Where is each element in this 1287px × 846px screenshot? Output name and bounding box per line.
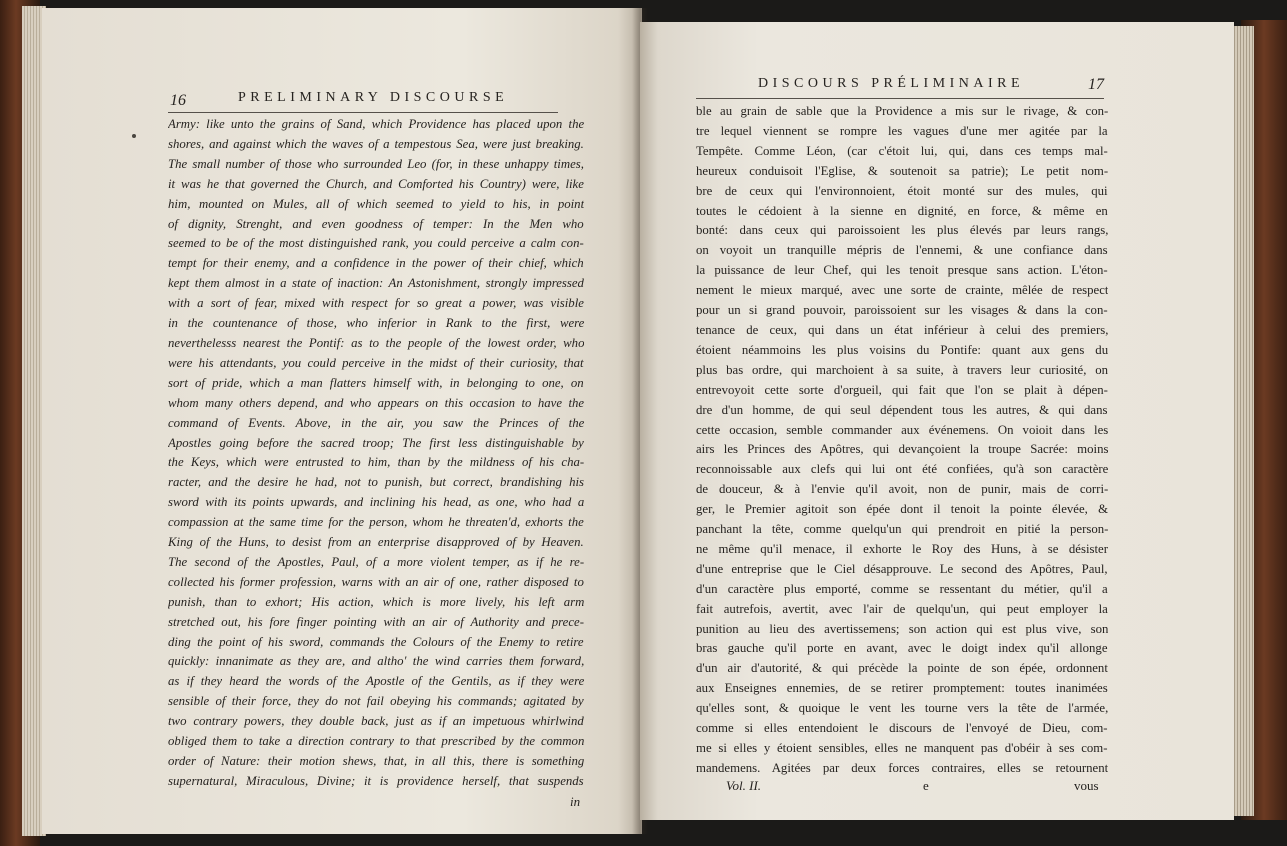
text-line: The small number of those who surrounded Leo (for, in these unhappy times, xyxy=(168,156,584,171)
text-line: de douceur, & à l'envie qu'il avoit, non de punir, mais de corri- xyxy=(696,482,1108,497)
text-line: stretched out, his fore finger pointing with an air of Authority and prece- xyxy=(168,614,584,629)
text-line: qu'elles sont, & quoique le vent les tourne vers la tête de l'armée, xyxy=(696,701,1108,716)
text-line: quickly: innanimate as they are, and altho' the wind carries them forward, xyxy=(168,654,584,669)
text-line: ding the point of his sword, commands the Colours of the Enemy to retire xyxy=(168,634,584,649)
text-line: ble au grain de sable que la Providence a mis sur le rivage, & con- xyxy=(696,104,1108,118)
text-line: étoient néammoins les plus voisins du Pontife: quant aux gens du xyxy=(696,342,1108,357)
right-catchword: vous xyxy=(1074,778,1099,793)
left-page xyxy=(42,8,642,834)
text-line: it was he that governed the Church, and Comforted his Country) were, like xyxy=(168,176,584,191)
signature-mark: e xyxy=(923,778,929,793)
text-line: d'un caractère plus emporté, comme se ressentant du métier, qu'il a xyxy=(696,581,1108,596)
text-line: punition au lieu des avertissemens; son action qui est plus vive, son xyxy=(696,621,1108,636)
text-line: kept them almost in a state of inaction: An Astonishment, strongly impressed xyxy=(168,276,584,291)
text-line: d'une entreprise que le Ciel désapprouve. Le second des Apôtres, Paul, xyxy=(696,561,1108,576)
text-line: in the countenance of those, who inferior in Rank to the first, were xyxy=(168,316,584,331)
text-line: bras gauche qu'il porte en avant, avec le doigt index qu'il allonge xyxy=(696,641,1108,656)
text-line: obliged them to take a direction contrary to that prescribed by the common xyxy=(168,734,584,749)
left-page-number: 16 xyxy=(170,92,186,109)
text-line: tenance de ceux, qui dans un état inférieur à celui des premiers, xyxy=(696,322,1108,337)
text-line: order of Nature: their motion shews, that, in all this, there is something xyxy=(168,754,584,768)
text-line: seemed to be of the most distinguished rank, you could perceive a calm con- xyxy=(168,236,584,251)
text-line: pour un si grand pouvoir, paroissoient sur les visages & dans la con- xyxy=(696,303,1108,318)
text-line: command of Events. Above, in the air, you saw the Princes of the xyxy=(168,415,584,430)
text-line: collected his former profession, warns with an air of one, rather disposed to xyxy=(168,574,584,589)
text-line: d'un air d'autorité, & qui précède la pointe de son épée, ordonnent xyxy=(696,661,1108,676)
text-line: aux Enseignes ennemies, de se retirer promptement: toutes inanimées xyxy=(696,681,1108,696)
text-line: of dignity, Strenght, and even goodness of temper: In the Men who xyxy=(168,216,584,231)
left-catchword: in xyxy=(570,794,581,809)
text-line: Tempête. Comme Léon, (car c'étoit lui, qui, dans ces temps mal- xyxy=(696,143,1108,158)
volume-label: Vol. II. xyxy=(726,778,762,793)
text-line: The second of the Apostles, Paul, of a more violent temper, as if he re- xyxy=(168,554,584,569)
text-line: compassion at the same time for the person, whom he threaten'd, exhorts the xyxy=(168,515,584,530)
right-header-rule xyxy=(696,98,1104,99)
text-line: ne même qu'il menace, il exhorte le Roy des Huns, à se désister xyxy=(696,541,1108,556)
right-page xyxy=(640,22,1234,820)
text-line: the Keys, which were entrusted to him, than by the mildness of his cha- xyxy=(168,455,584,470)
right-running-head: DISCOURS PRÉLIMINAIRE xyxy=(758,76,1025,91)
text-line: him, mounted on Mules, all of which seemed to yield to his, in point xyxy=(168,196,584,211)
text-line: ger, le Premier agitoit son épée dont il tenoit la pointe élevée, & xyxy=(696,502,1108,517)
text-line: neverthelesss nearest the Pontif: as to the people of the lowest order, who xyxy=(168,335,584,350)
text-line: racter, and the desire he had, not to punish, but correct, brandishing his xyxy=(168,475,584,490)
text-line: whom many others depend, and who appears on this occasion to have the xyxy=(168,395,584,410)
text-line: reconnoissable aux clefs qui lui ont été confiées, qu'à son caractère xyxy=(696,462,1108,477)
right-page-text xyxy=(696,102,1108,779)
left-running-head: PRELIMINARY DISCOURSE xyxy=(238,90,509,105)
text-line: airs les Princes des Apôtres, qui devançoient la troupe Sacrée: moins xyxy=(696,442,1108,457)
text-line: bonté: dans ceux qui paroissoient les plus élevés par leurs rangs, xyxy=(696,223,1108,238)
text-line: fait autrefois, avertit, avec l'air de quelqu'un, qui peut employer la xyxy=(696,601,1108,616)
text-line: plus bas ordre, qui marchoient à sa suite, à travers leur curiosité, on xyxy=(696,362,1108,377)
text-line: mandemens. Agitées par deux forces contraires, elles se retournent xyxy=(696,760,1108,775)
text-line: Army: like unto the grains of Sand, which Providence has placed upon the xyxy=(168,117,584,131)
text-line: entrevoyoit cette sorte d'orgueil, qui fait que l'on se plait à dépen- xyxy=(696,382,1108,397)
text-line: tre lequel viennent se rompre les vagues d'une mer agitée par la xyxy=(696,123,1108,138)
text-line: shores, and against which the waves of a tempestous Sea, were just breaking. xyxy=(168,136,584,151)
text-line: King of the Huns, to desist from an enterprise disapproved of by Heaven. xyxy=(168,535,584,550)
text-line: were his attendants, you could perceive in the midst of their curiosity, that xyxy=(168,355,584,370)
text-line: sword with its points upwards, and inclining his head, as one, who had a xyxy=(168,495,584,510)
text-line: with a sort of fear, mixed with respect for so great a power, was visible xyxy=(168,296,584,311)
text-line: nement le mieux marqué, avec une sorte de crainte, mêlée de respect xyxy=(696,283,1108,298)
left-header-rule xyxy=(168,112,558,113)
text-line: supernatural, Miraculous, Divine; it is providence herself, that suspends xyxy=(168,773,584,788)
margin-dot xyxy=(132,134,136,138)
text-line: dre d'un homme, de qui seul dépendent tous les autres, & qui dans xyxy=(696,402,1108,417)
text-line: la puissance de leur Chef, qui les tenoit presque sans action. L'éton- xyxy=(696,263,1108,278)
right-page-number: 17 xyxy=(1088,76,1104,93)
text-line: heureux conduisoit l'Eglise, & soutenoit sa patrie); Le petit nom- xyxy=(696,163,1108,178)
text-line: cette occasion, semble commander aux événemens. On voioit dans les xyxy=(696,422,1108,437)
text-line: two contrary powers, they double back, just as if an impetuous whirlwind xyxy=(168,714,584,729)
text-line: as if they heard the words of the Apostle of the Gentils, as if they were xyxy=(168,674,584,689)
text-line: tempt for their enemy, and a confidence in the power of their chief, which xyxy=(168,256,584,271)
text-line: me si elles y étoient sensibles, elles ne manquent pas d'obéir à ses com- xyxy=(696,741,1108,755)
text-line: on voyoit un tranquille mépris de l'ennemi, & une confiance dans xyxy=(696,243,1108,258)
text-line: bre de ceux qui l'environnoient, étoit monté sur des mules, qui xyxy=(696,183,1108,198)
left-page-text xyxy=(168,115,584,792)
text-line: punish, than to exhort; His action, which is more lively, his left arm xyxy=(168,594,584,609)
text-line: panchant la tête, comme quelqu'un qui prendroit en pitié la person- xyxy=(696,522,1108,537)
page-edges-right xyxy=(1232,26,1254,816)
text-line: sort of pride, which a man flatters himself with, in belonging to one, on xyxy=(168,375,584,390)
text-line: sensible of their force, they do not fail obeying his commands; agitated by xyxy=(168,694,584,709)
text-line: toutes le cédoient à la sienne en dignité, en force, & même en xyxy=(696,203,1108,218)
text-line: comme si elles entendoient le discours de l'envoyé de Dieu, com- xyxy=(696,721,1108,736)
text-line: Apostles going before the sacred troop; The first less distinguishable by xyxy=(168,435,584,450)
